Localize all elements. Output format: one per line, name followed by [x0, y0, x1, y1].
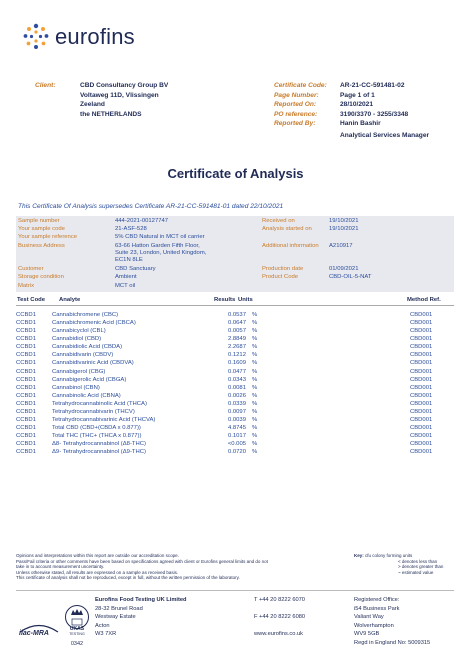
analysis-started-label: Analysis started on: [262, 226, 312, 232]
company-line: W3 7XR: [95, 631, 117, 638]
method-cell: CBD001: [410, 360, 433, 367]
registered-line: WV9 5GB: [354, 631, 380, 638]
company-name: Eurofins Food Testing UK Limited: [95, 597, 187, 603]
test-code-cell: CCBD1: [16, 328, 36, 335]
unit-cell: %: [252, 433, 258, 440]
result-cell: 0.0720: [227, 449, 246, 456]
test-code-cell: CCBD1: [16, 344, 36, 351]
test-code-cell: CCBD1: [16, 425, 36, 432]
table-row: [16, 343, 454, 351]
eurofins-dots-icon: [22, 23, 50, 51]
company-address: [95, 596, 187, 639]
table-row: [16, 335, 454, 343]
client-label: Client:: [35, 82, 56, 89]
key-title: Key:: [354, 553, 364, 558]
business-address-label: Business Address: [18, 243, 65, 249]
sample-number: 444-2021-00127747: [115, 218, 169, 224]
method-cell: CBD001: [410, 344, 433, 351]
matrix: MCT oil: [115, 283, 136, 289]
key-legend: [354, 553, 443, 575]
sample-reference-label: Your sample reference: [18, 234, 78, 240]
method-cell: CBD001: [410, 408, 433, 415]
test-code-cell: CCBD1: [16, 449, 36, 456]
unit-cell: %: [252, 408, 258, 415]
method-cell: CBD001: [410, 376, 433, 383]
ukas-text: UKAS: [69, 626, 85, 632]
analysis-started: 19/10/2021: [329, 226, 359, 232]
received-on-label: Received on: [262, 218, 295, 224]
analyte-cell: Cannabicyclol (CBL): [52, 328, 106, 335]
unit-cell: %: [252, 400, 258, 407]
table-row: [16, 424, 454, 432]
unit-cell: %: [252, 352, 258, 359]
key-intro: cfu colony forming units: [365, 553, 413, 558]
header-analyte: Analyte: [59, 297, 81, 303]
ilac-mra-logo: [18, 622, 60, 647]
header-units: Units: [238, 297, 253, 303]
method-cell: CBD001: [410, 425, 433, 432]
eurofins-logo: [22, 22, 135, 52]
method-cell: CBD001: [410, 384, 433, 391]
website-link[interactable]: www.eurofins.co.uk: [254, 631, 303, 638]
table-row: [16, 408, 454, 416]
unit-cell: %: [252, 368, 258, 375]
results-table-header: [16, 297, 454, 306]
analyte-cell: Tetrahydrocannabinolic Acid (THCA): [52, 400, 147, 407]
po-reference: 3190/3370 - 3255/3348: [340, 110, 409, 118]
certificate-code-label: Certificate Code:: [274, 82, 327, 89]
registered-line: i54 Business Park: [354, 605, 400, 612]
result-cell: 0.0057: [227, 328, 246, 335]
received-on: 19/10/2021: [329, 218, 359, 224]
company-line: Acton: [95, 622, 110, 629]
method-cell: CBD001: [410, 392, 433, 399]
page-number: Page 1 of 1: [340, 91, 375, 99]
company-line: Westway Estate: [95, 614, 136, 621]
unit-cell: %: [252, 425, 258, 432]
method-cell: CBD001: [410, 433, 433, 440]
test-code-cell: CCBD1: [16, 376, 36, 383]
table-row: [16, 376, 454, 384]
result-cell: <0.005: [227, 441, 246, 448]
analyte-cell: Total CBD (CBD+(CBDA x 0.877)): [52, 425, 141, 432]
header-method: Method Ref.: [407, 297, 441, 303]
result-cell: 0.1609: [227, 360, 246, 367]
table-row: [16, 392, 454, 400]
method-cell: CBD001: [410, 328, 433, 335]
result-cell: 0.0026: [227, 392, 246, 399]
page-title: Certificate of Analysis: [167, 166, 304, 181]
analyte-cell: Δ9- Tetrahydrocannabinol (Δ9-THC): [52, 449, 146, 456]
contact-details: [254, 596, 305, 639]
storage-condition: Ambient: [115, 274, 137, 280]
reported-on-label: Reported On:: [274, 101, 317, 109]
unit-cell: %: [252, 328, 258, 335]
results-table-body: [16, 311, 454, 456]
sample-code: 21-ASF-528: [115, 226, 147, 232]
result-cell: 0.0343: [227, 376, 246, 383]
production-date-label: Production date: [262, 266, 304, 272]
table-row: [16, 384, 454, 392]
product-code-label: Product Code: [262, 274, 299, 280]
analyte-cell: Total THC (THC+ (THCA x 0.877)): [52, 433, 142, 440]
reported-by: Hanin Bashir: [340, 120, 381, 128]
ukas-number: 0342: [70, 641, 84, 647]
registered-line: Regd in England No: 5009315: [354, 639, 431, 646]
table-row: [16, 448, 454, 456]
reported-on: 28/10/2021: [340, 101, 374, 109]
key-item: > denotes greater than: [398, 564, 444, 570]
ukas-sub: TESTING: [69, 632, 85, 636]
result-cell: 0.0339: [227, 400, 246, 407]
result-cell: 0.0537: [227, 312, 246, 318]
footer-divider: [16, 590, 454, 591]
client-line: the NETHERLANDS: [80, 110, 142, 118]
table-row: [16, 416, 454, 424]
table-row: [16, 432, 454, 440]
certificate-code: AR-21-CC-591481-02: [340, 82, 405, 89]
test-code-cell: CCBD1: [16, 360, 36, 367]
analyte-cell: Cannabinol (CBN): [52, 384, 100, 391]
key-item: ~ estimated value: [398, 569, 434, 575]
report-notes: [16, 553, 268, 581]
test-code-cell: CCBD1: [16, 312, 36, 318]
sample-reference: 5% CBD Natural in MCT oil carrier: [115, 234, 205, 240]
method-cell: CBD001: [410, 320, 433, 327]
note-line: Unless otherwise stated, all results are expressed on a sample as received basis.: [16, 569, 179, 575]
sample-code-label: Your sample code: [18, 226, 65, 232]
test-code-cell: CCBD1: [16, 408, 36, 415]
phone-number: T +44 20 8222 6070: [254, 597, 305, 603]
additional-info: A210917: [329, 243, 353, 249]
note-line: Opinions and interpretations within this report are outside our accreditation scope.: [16, 553, 179, 558]
client-address: [80, 81, 168, 119]
result-cell: 0.1017: [227, 433, 246, 440]
note-line: Pass/Fail criteria or other comments have been based on specifications agreed with client or Eurofins general limits and do not: [16, 558, 268, 564]
ilac-text: ilac-MRA: [19, 630, 49, 637]
table-row: [16, 359, 454, 367]
certificate-labels: [274, 81, 327, 129]
test-code-cell: CCBD1: [16, 368, 36, 375]
result-cell: 2.8849: [227, 336, 246, 343]
test-code-cell: CCBD1: [16, 384, 36, 391]
unit-cell: %: [252, 441, 258, 448]
result-cell: 0.0477: [227, 368, 246, 375]
analyte-cell: Cannabidiol (CBD): [52, 336, 102, 343]
analyte-cell: Tetrahydrocannabivarin (THCV): [52, 408, 135, 415]
supersede-note: This Certificate Of Analysis supersedes Certificate AR-21-CC-591481-01 dated 22/10/2021: [18, 203, 284, 210]
result-cell: 2.2687: [227, 344, 246, 351]
certificate-values: [340, 81, 429, 140]
result-cell: 4.8745: [227, 425, 246, 432]
table-row: [16, 319, 454, 327]
method-cell: CBD001: [410, 441, 433, 448]
logo-text: eurofins: [55, 24, 135, 49]
header-results: Results: [214, 297, 236, 303]
analyte-cell: Cannabidivarinic Acid (CBDVA): [52, 360, 134, 367]
analyte-cell: Cannabichromene (CBC): [52, 312, 119, 318]
analyte-cell: Cannabichromenic Acid (CBCA): [52, 320, 136, 327]
product-code: CBD-OIL-5-NAT: [329, 274, 372, 280]
method-cell: CBD001: [410, 336, 433, 343]
result-cell: 0.0647: [227, 320, 246, 327]
unit-cell: %: [252, 312, 258, 318]
test-code-cell: CCBD1: [16, 417, 36, 424]
unit-cell: %: [252, 320, 258, 327]
registered-line: Valiant Way: [354, 614, 384, 621]
client-line: Voltaweg 11D, Vlissingen: [80, 91, 159, 99]
test-code-cell: CCBD1: [16, 392, 36, 399]
method-cell: CBD001: [410, 417, 433, 424]
unit-cell: %: [252, 376, 258, 383]
unit-cell: %: [252, 344, 258, 351]
page-number-label: Page Number:: [274, 91, 319, 99]
client-line: CBD Consultancy Group BV: [80, 82, 169, 89]
analyte-cell: Cannabinolic Acid (CBNA): [52, 392, 121, 399]
po-reference-label: PO reference:: [274, 110, 318, 118]
sample-number-label: Sample number: [18, 218, 60, 224]
reported-by-label: Reported By:: [274, 120, 316, 128]
method-cell: CBD001: [410, 352, 433, 359]
header-test-code: Test Code: [17, 297, 46, 303]
unit-cell: %: [252, 417, 258, 424]
method-cell: CBD001: [410, 368, 433, 375]
registered-line: Registered Office:: [354, 597, 400, 603]
test-code-cell: CCBD1: [16, 352, 36, 359]
fax-number: F +44 20 8222 6080: [254, 614, 306, 621]
analyte-cell: Δ8- Tetrahydrocannabinol (Δ8-THC): [52, 441, 146, 448]
table-row: [16, 351, 454, 359]
unit-cell: %: [252, 384, 258, 391]
production-date: 01/09/2021: [329, 266, 359, 272]
unit-cell: %: [252, 449, 258, 456]
table-row: [16, 400, 454, 408]
result-cell: 0.0097: [227, 408, 246, 415]
test-code-cell: CCBD1: [16, 433, 36, 440]
analyte-cell: Cannabigerol (CBG): [52, 368, 106, 375]
analyte-cell: Cannabidivarin (CBDV): [52, 352, 114, 359]
method-cell: CBD001: [410, 400, 433, 407]
key-item: < denotes less than: [398, 558, 438, 564]
table-row: [16, 311, 454, 319]
registered-office: [354, 596, 430, 648]
table-row: [16, 368, 454, 376]
method-cell: CBD001: [410, 449, 433, 456]
test-code-cell: CCBD1: [16, 336, 36, 343]
test-code-cell: CCBD1: [16, 400, 36, 407]
unit-cell: %: [252, 336, 258, 343]
company-line: 28-32 Brunel Road: [95, 605, 143, 612]
result-cell: 0.0081: [227, 384, 246, 391]
test-code-cell: CCBD1: [16, 441, 36, 448]
client-line: Zeeland: [80, 101, 105, 109]
reported-by-role: Analytical Services Manager: [340, 131, 430, 139]
result-cell: 0.0039: [227, 417, 246, 424]
table-row: [16, 327, 454, 335]
registered-line: Wolverhampton: [354, 622, 394, 629]
ukas-logo: [64, 604, 90, 647]
analyte-cell: Tetrahydrocannabivarinic Acid (THCVA): [52, 417, 156, 424]
storage-condition-label: Storage condition: [18, 274, 64, 280]
customer-label: Customer: [18, 266, 44, 272]
test-code-cell: CCBD1: [16, 320, 36, 327]
analyte-cell: Cannabigerolic Acid (CBGA): [52, 376, 127, 383]
unit-cell: %: [252, 360, 258, 367]
unit-cell: %: [252, 392, 258, 399]
table-row: [16, 440, 454, 448]
business-address: 63-66 Hatton Garden Fifth Floor, Suite 23, London, United Kingdom, EC1N 8LE: [115, 243, 207, 263]
sample-info-panel: [16, 216, 454, 292]
additional-info-label: Additional information: [262, 243, 319, 249]
matrix-label: Matrix: [18, 283, 35, 289]
note-line: take in to account measurement uncertainty.: [16, 564, 105, 570]
analyte-cell: Cannabidiolic Acid (CBDA): [52, 344, 123, 351]
result-cell: 0.1212: [227, 352, 246, 359]
method-cell: CBD001: [410, 312, 433, 318]
customer: CBD Sanctuary: [115, 266, 156, 272]
note-line: This certificate of analysis shall not be reproduced, except in full, without the written permission of the laboratory.: [16, 575, 240, 581]
